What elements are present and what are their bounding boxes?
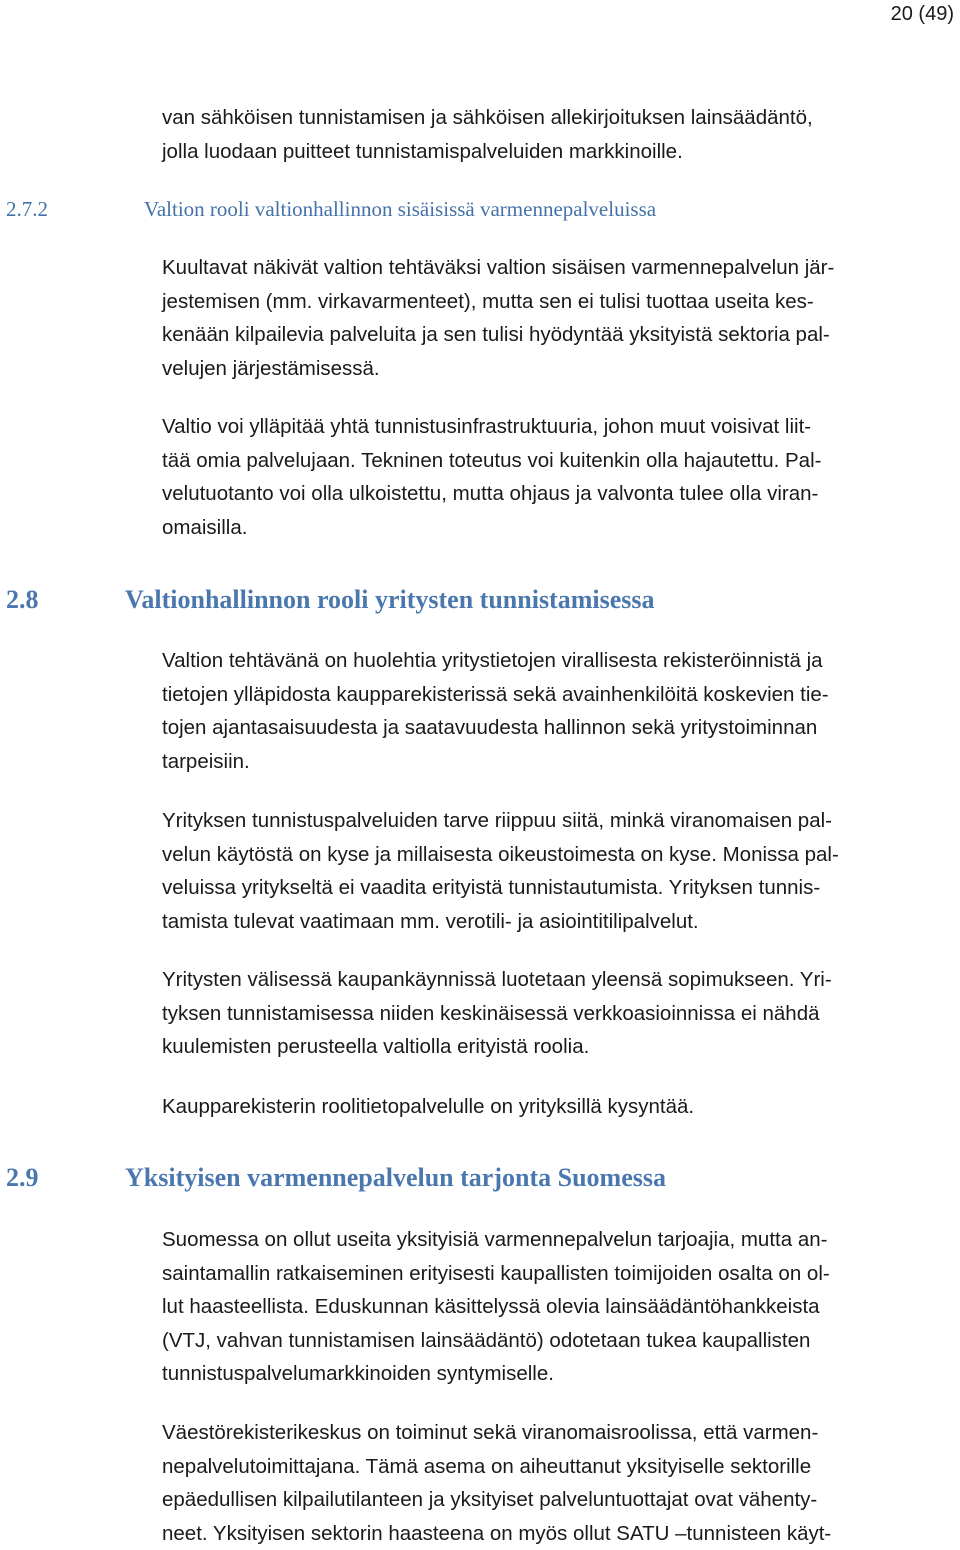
text-line: Kaupparekisterin roolitietopalvelulle on yrityksillä kysyntää. (162, 1090, 932, 1124)
paragraph-2-8-c (162, 963, 932, 1064)
section-heading-2-8 (6, 583, 655, 617)
text-line: tyksen tunnistamisessa niiden keskinäisessä verkkoasioinnissa ei nähdä (162, 997, 932, 1031)
text-line: tamista tulevat vaatimaan mm. verotili- ja asiointitilipalvelut. (162, 905, 932, 939)
paragraph-2-8-d (162, 1090, 932, 1124)
section-number: 2.7.2 (6, 195, 144, 223)
section-title: Valtion rooli valtionhallinnon sisäisissä varmennepalveluissa (144, 197, 656, 221)
text-line: velun käytöstä on kyse ja millaisesta oikeustoimesta on kyse. Monissa pal- (162, 838, 932, 872)
paragraph-intro (162, 101, 932, 168)
text-line: saintamallin ratkaiseminen erityisesti kaupallisten toimijoiden osalta on ol- (162, 1257, 932, 1291)
text-line: tojen ajantasaisuudesta ja saatavuudesta hallinnon sekä yritystoiminnan (162, 711, 932, 745)
paragraph-2-7-2-b (162, 410, 932, 544)
text-line: Kuultavat näkivät valtion tehtäväksi valtion sisäisen varmennepalvelun jär- (162, 251, 932, 285)
paragraph-2-8-b (162, 804, 932, 938)
section-heading-2-9 (6, 1161, 666, 1195)
text-line: Valtion tehtävänä on huolehtia yritystietojen virallisesta rekisteröinnistä ja (162, 644, 932, 678)
text-line: kenään kilpailevia palveluita ja sen tulisi hyödyntää yksityistä sektoria pal- (162, 318, 932, 352)
section-number: 2.9 (6, 1161, 125, 1195)
text-line: neet. Yksityisen sektorin haasteena on myös ollut SATU –tunnisteen käyt- (162, 1517, 932, 1550)
section-number: 2.8 (6, 583, 125, 617)
text-line: Yritysten välisessä kaupankäynnissä luotetaan yleensä sopimukseen. Yri- (162, 963, 932, 997)
page-number: 20 (49) (891, 2, 954, 26)
text-line: Valtio voi ylläpitää yhtä tunnistusinfrastruktuuria, johon muut voisivat liit- (162, 410, 932, 444)
text-line: omaisilla. (162, 511, 932, 545)
section-title: Yksityisen varmennepalvelun tarjonta Suomessa (125, 1163, 666, 1192)
text-line: Yrityksen tunnistuspalveluiden tarve riippuu siitä, minkä viranomaisen pal- (162, 804, 932, 838)
text-line: velujen järjestämisessä. (162, 352, 932, 386)
text-line: Väestörekisterikeskus on toiminut sekä viranomaisroolissa, että varmen- (162, 1416, 932, 1450)
text-line: velutuotanto voi olla ulkoistettu, mutta ohjaus ja valvonta tulee olla viran- (162, 477, 932, 511)
text-line: van sähköisen tunnistamisen ja sähköisen allekirjoituksen lainsäädäntö, (162, 101, 932, 135)
text-line: tarpeisiin. (162, 745, 932, 779)
text-line: jolla luodaan puitteet tunnistamispalveluiden markkinoille. (162, 135, 932, 169)
text-line: lut haasteellista. Eduskunnan käsittelyssä olevia lainsäädäntöhankkeista (162, 1290, 932, 1324)
text-line: jestemisen (mm. virkavarmenteet), mutta sen ei tulisi tuottaa useita kes- (162, 285, 932, 319)
text-line: (VTJ, vahvan tunnistamisen lainsäädäntö) odotetaan tukea kaupallisten (162, 1324, 932, 1358)
paragraph-2-9-a (162, 1223, 932, 1391)
section-title: Valtionhallinnon rooli yritysten tunnistamisessa (125, 585, 655, 614)
paragraph-2-7-2-a (162, 251, 932, 385)
text-line: kuulemisten perusteella valtiolla erityistä roolia. (162, 1030, 932, 1064)
text-line: Suomessa on ollut useita yksityisiä varmennepalvelun tarjoajia, mutta an- (162, 1223, 932, 1257)
text-line: tietojen ylläpidosta kaupparekisterissä sekä avainhenkilöitä koskevien tie- (162, 678, 932, 712)
text-line: veluissa yritykseltä ei vaadita erityistä tunnistautumista. Yrityksen tunnis- (162, 871, 932, 905)
text-line: epäedullisen kilpailutilanteen ja yksityiset palveluntuottajat ovat vähenty- (162, 1483, 932, 1517)
paragraph-2-9-b (162, 1416, 932, 1550)
text-line: nepalvelutoimittajana. Tämä asema on aiheuttanut yksityiselle sektorille (162, 1450, 932, 1484)
section-heading-2-7-2 (6, 195, 656, 223)
paragraph-2-8-a (162, 644, 932, 778)
text-line: tunnistuspalvelumarkkinoiden syntymiselle. (162, 1357, 932, 1391)
text-line: tää omia palvelujaan. Tekninen toteutus voi kuitenkin olla hajautettu. Pal- (162, 444, 932, 478)
